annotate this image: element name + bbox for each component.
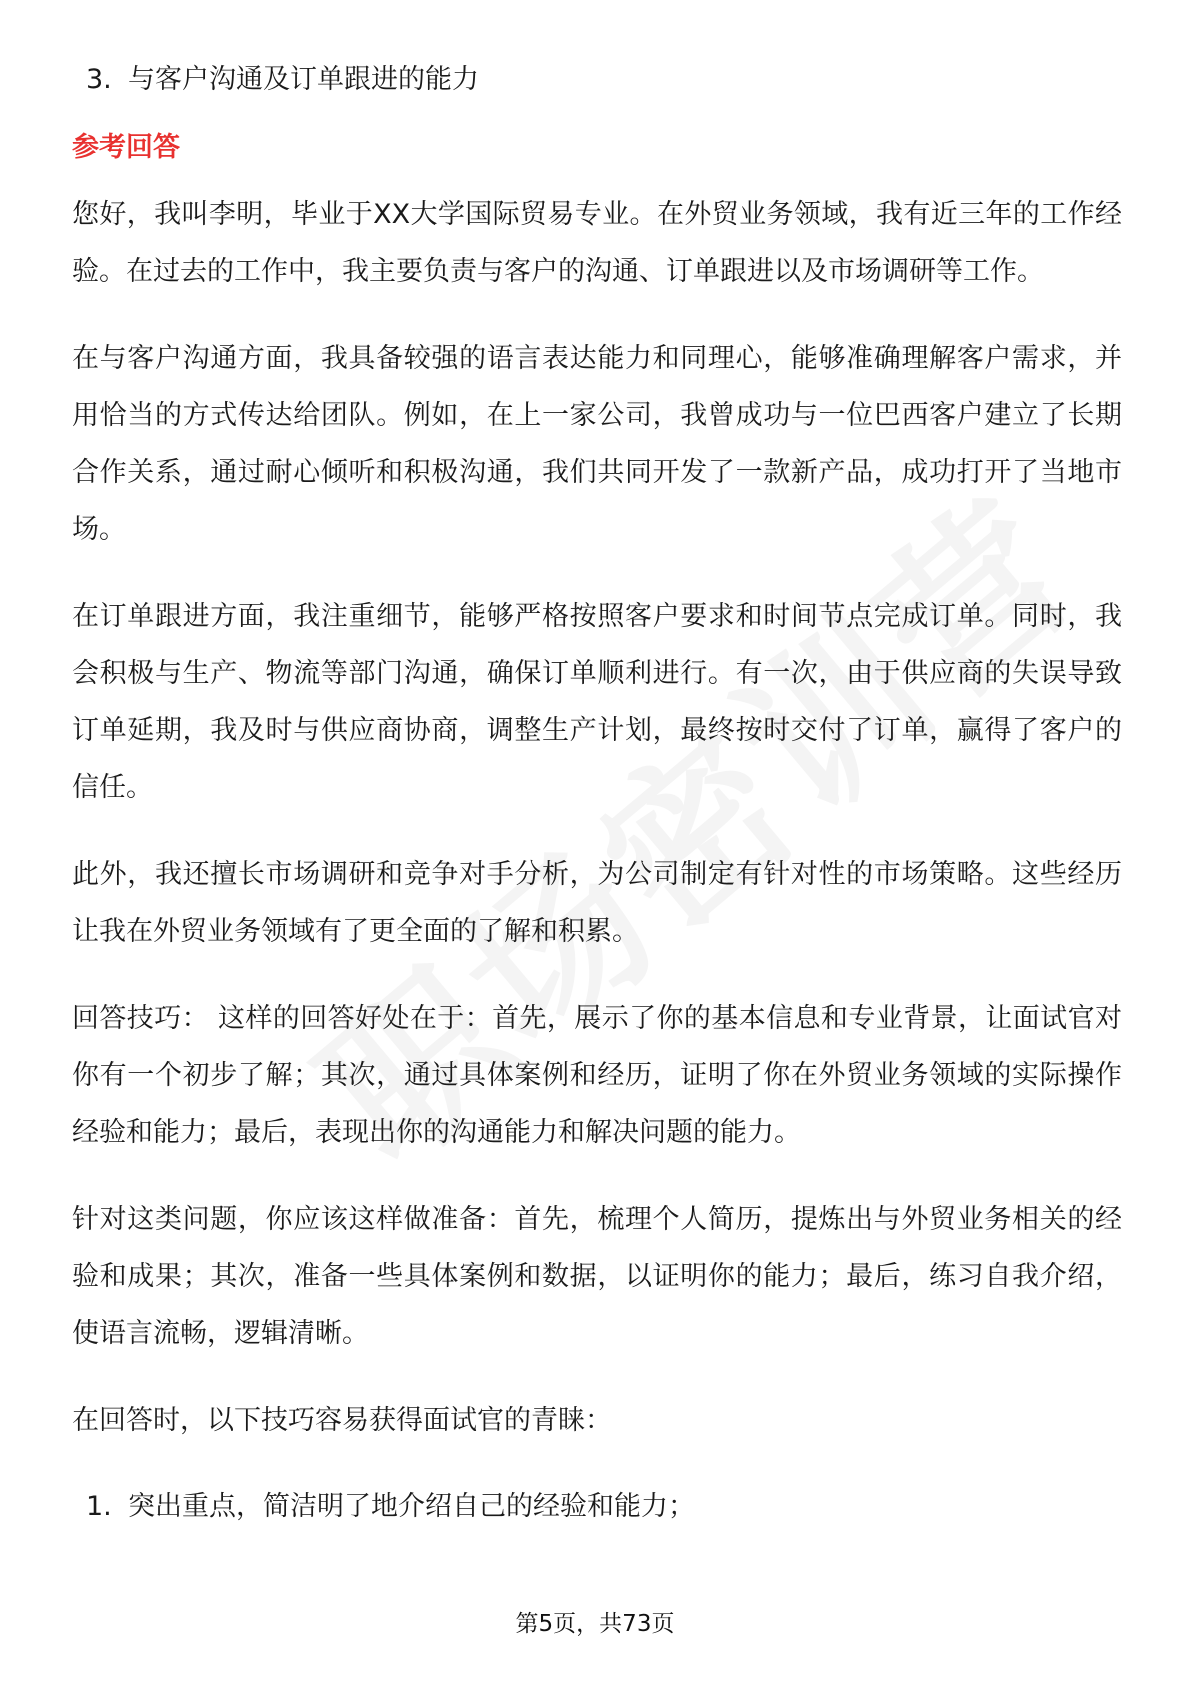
list-number: 3. [86, 64, 112, 95]
tip-list-item [72, 1479, 1122, 1535]
paragraph-intro: 您好，我叫李明，毕业于XX大学国际贸易专业。在外贸业务领域，我有近三年的工作经验。在过去的工作中，我主要负责与客户的沟通、订单跟进以及市场调研等工作。 [72, 199, 1122, 287]
list-number: 1. [86, 1491, 112, 1522]
paragraph-order-followup: 在订单跟进方面，我注重细节，能够严格按照客户要求和时间节点完成订单。同时，我会积极与生产、物流等部门沟通，确保订单顺利进行。有一次，由于供应商的失误导致订单延期，我及时与供应商协商，调整生产计划，最终按时交付了订单，赢得了客户的信任。 [72, 601, 1122, 803]
page-footer: 第5页，共73页 [515, 1611, 675, 1637]
paragraph-research: 此外，我还擅长市场调研和竞争对手分析，为公司制定有针对性的市场策略。这些经历让我在外贸业务领域有了更全面的了解和积累。 [72, 859, 1122, 947]
question-heading-item [72, 52, 1122, 108]
paragraph-tips: 回答技巧： 这样的回答好处在于：首先，展示了你的基本信息和专业背景，让面试官对你有一个初步了解；其次，通过具体案例和经历，证明了你在外贸业务领域的实际操作经验和能力；最后，表现出你的沟通能力和解决问题的能力。 [72, 1003, 1122, 1148]
list-text: 突出重点，简洁明了地介绍自己的经验和能力； [128, 1491, 695, 1522]
list-text: 与客户沟通及订单跟进的能力 [128, 64, 479, 95]
section-label: 参考回答 [72, 132, 180, 163]
paragraph-tips-intro: 在回答时，以下技巧容易获得面试官的青睐： [72, 1405, 612, 1436]
paragraph-communication: 在与客户沟通方面，我具备较强的语言表达能力和同理心，能够准确理解客户需求，并用恰当的方式传达给团队。例如，在上一家公司，我曾成功与一位巴西客户建立了长期合作关系，通过耐心倾听和积极沟通，我们共同开发了一款新产品，成功打开了当地市场。 [72, 343, 1122, 545]
paragraph-preparation: 针对这类问题，你应该这样做准备：首先，梳理个人简历，提炼出与外贸业务相关的经验和成果；其次，准备一些具体案例和数据，以证明你的能力；最后，练习自我介绍，使语言流畅，逻辑清晰。 [72, 1204, 1122, 1349]
page-content [72, 52, 1122, 1535]
